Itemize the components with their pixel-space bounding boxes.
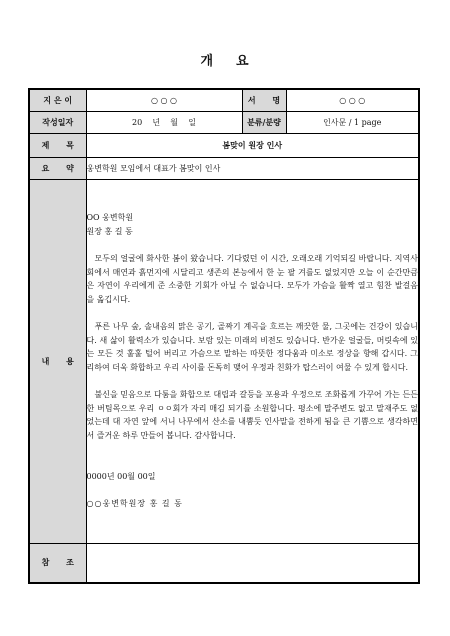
content-director: 원장 홍 길 동 (86, 227, 133, 237)
label-category: 분류/분량 (242, 111, 286, 133)
value-reference (86, 543, 419, 583)
label-subject: 제 목 (29, 133, 86, 157)
content-paragraph: 불신을 믿음으로 다툼을 화합으로 대립과 갈등을 포용과 우정으로 조화롭게 가꾸어 가는 든든한 버팀목으로 우리 ㅇㅇ회가 자리 매김 되기를 소원합니다. 평소에 말주변도 없고 말재주도 없었는데 대 자연 앞에 서니 나무에서 산소를 내뿜듯 인사말을 전하게 됨을 큰 기쁨으로 생각하면서 즐거운 하루 만들어 봅니다. 감사합니다. (86, 390, 418, 440)
content-date: 0000년 00월 00일 (86, 471, 156, 481)
value-author: ○ ○ ○ (86, 89, 242, 111)
content-signature: ○○웅변학원장 홍 길 동 (86, 498, 183, 508)
value-subject: 봄맞이 원장 인사 (86, 133, 419, 157)
label-content: 내 용 (29, 179, 86, 543)
title-right: 요 (236, 54, 250, 69)
label-author: 지 은 이 (29, 89, 86, 111)
content-org: OO 웅변학원 (86, 213, 134, 223)
row-date (29, 111, 419, 133)
title-left: 개 (200, 54, 214, 69)
label-reference: 참 조 (29, 543, 86, 583)
label-date: 작성일자 (29, 111, 86, 133)
value-summary: 웅변학원 모임에서 대표가 봄맞이 인사 (86, 157, 419, 179)
content-body (86, 179, 419, 543)
overview-form (28, 88, 420, 584)
row-content (29, 179, 419, 543)
content-paragraph: 푸른 나무 숲, 솔내음의 맑은 공기, 골짜기 계곡을 흐르는 깨끗한 물, 그곳에는 건강이 있습니다. 새 삶이 활력소가 있습니다. 보람 있는 미래의 비전도 있습니다. 반가운 얼굴들, 머릿속에 있는 모든 것 훌훌 털어 버리고 가슴으로 말하는 따뜻한 정다움과 미소로 정상을 향해 갑시다. 그리하여 더욱 화합하고 우리 사이를 돈독히 맺어 우정과 친화가 탑스러이 여물 수 있게 합시다. (86, 322, 418, 372)
label-name: 서 명 (242, 89, 286, 111)
document-title (0, 50, 450, 69)
content-paragraph: 모두의 얼굴에 화사한 봄이 왔습니다. 기다렸던 이 시간, 오래오래 기억되길 바랍니다. 지역사회에서 매연과 흙먼지에 시달리고 생존의 본능에서 한 눈 팔 겨를도 없었지만 오늘 이 순간만큼은 자연이 우리에게 준 소중한 기회가 아닐 수 없습니다. 모두가 가슴을 활짝 열고 힘찬 발걸음을 옮깁시다. (86, 254, 418, 305)
value-category: 인사문 / 1 page (286, 111, 419, 133)
row-author (29, 89, 419, 111)
row-summary (29, 157, 419, 179)
value-name: ○ ○ ○ (286, 89, 419, 111)
value-date: 20 년 월 일 (86, 111, 242, 133)
label-summary: 요 약 (29, 157, 86, 179)
row-subject (29, 133, 419, 157)
row-reference (29, 543, 419, 583)
